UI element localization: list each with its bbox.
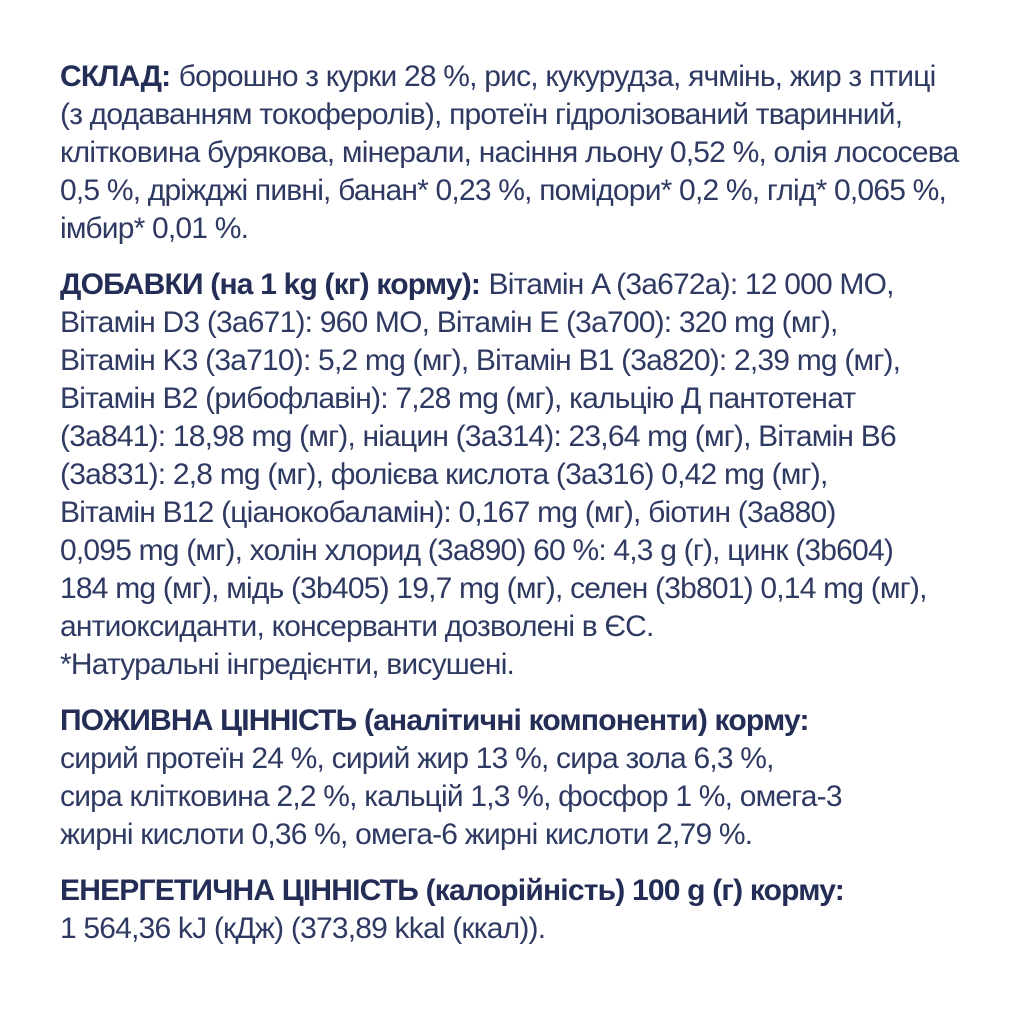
composition-line: клітковина бурякова, мінерали, насіння льону 0,52 %, олія лососева (60, 136, 959, 169)
additives-heading-line (60, 266, 990, 304)
additives-heading: ДОБАВКИ (на 1 kg (кг) корму): (60, 268, 481, 301)
additives-line: (3a841): 18,98 mg (мг), ніацин (3a314): 23,64 mg (мг), Вітамін B6 (60, 420, 896, 453)
energy-value-line: 1 564,36 kJ (кДж) (373,89 kkal (ккал)). (60, 912, 546, 945)
section-nutritional-value (60, 702, 990, 854)
energy-value-heading-line (60, 872, 990, 910)
nutritional-value-line: жирні кислоти 0,36 %, омега-6 жирні кислоти 2,79 %. (60, 818, 753, 851)
pet-food-label-text (60, 58, 990, 966)
composition-heading: СКЛАД: (60, 60, 171, 93)
composition-line: 0,5 %, дріжджі пивні, банан* 0,23 %, помідори* 0,2 %, глід* 0,065 %, (60, 174, 947, 207)
energy-value-heading: ЕНЕРГЕТИЧНА ЦІННІСТЬ (калорійність) 100 g (г) корму: (60, 874, 844, 907)
nutritional-value-line: сира клітковина 2,2 %, кальцій 1,3 %, фосфор 1 %, омега-3 (60, 780, 842, 813)
composition-heading-rest: борошно з курки 28 %, рис, кукурудза, ячмінь, жир з птиці (178, 60, 936, 93)
additives-footnote: *Натуральні інгредієнти, висушені. (60, 648, 515, 681)
nutritional-value-heading: ПОЖИВНА ЦІННІСТЬ (аналітичні компоненти) корму: (60, 704, 809, 737)
section-additives (60, 266, 990, 684)
section-composition (60, 58, 990, 248)
additives-heading-rest: Вітамін A (3a672a): 12 000 МО, (488, 268, 894, 301)
additives-line: (3a831): 2,8 mg (мг), фолієва кислота (3a316) 0,42 mg (мг), (60, 458, 828, 491)
additives-line: 184 mg (мг), мідь (3b405) 19,7 mg (мг), селен (3b801) 0,14 mg (мг), (60, 572, 927, 605)
composition-line: імбир* 0,01 %. (60, 212, 249, 245)
additives-line: Вітамін K3 (3a710): 5,2 mg (мг), Вітамін B1 (3a820): 2,39 mg (мг), (60, 344, 901, 377)
nutritional-value-heading-line (60, 702, 990, 740)
additives-line: Вітамін B2 (рибофлавін): 7,28 mg (мг), кальцію Д пантотенат (60, 382, 856, 415)
additives-line: антиоксиданти, консерванти дозволені в ЄС. (60, 610, 654, 643)
composition-line: (з додаванням токоферолів), протеїн гідролізований тваринний, (60, 98, 903, 131)
section-energy-value (60, 872, 990, 948)
additives-line: 0,095 mg (мг), холін хлорид (3a890) 60 %: 4,3 g (г), цинк (3b604) (60, 534, 894, 567)
additives-line: Вітамін D3 (3a671): 960 МО, Вітамін E (3a700): 320 mg (мг), (60, 306, 838, 339)
nutritional-value-line: сирий протеїн 24 %, сирий жир 13 %, сира зола 6,3 %, (60, 742, 774, 775)
additives-line: Вітамін B12 (ціанокобаламін): 0,167 mg (мг), біотин (3a880) (60, 496, 836, 529)
composition-heading-line (60, 58, 990, 96)
